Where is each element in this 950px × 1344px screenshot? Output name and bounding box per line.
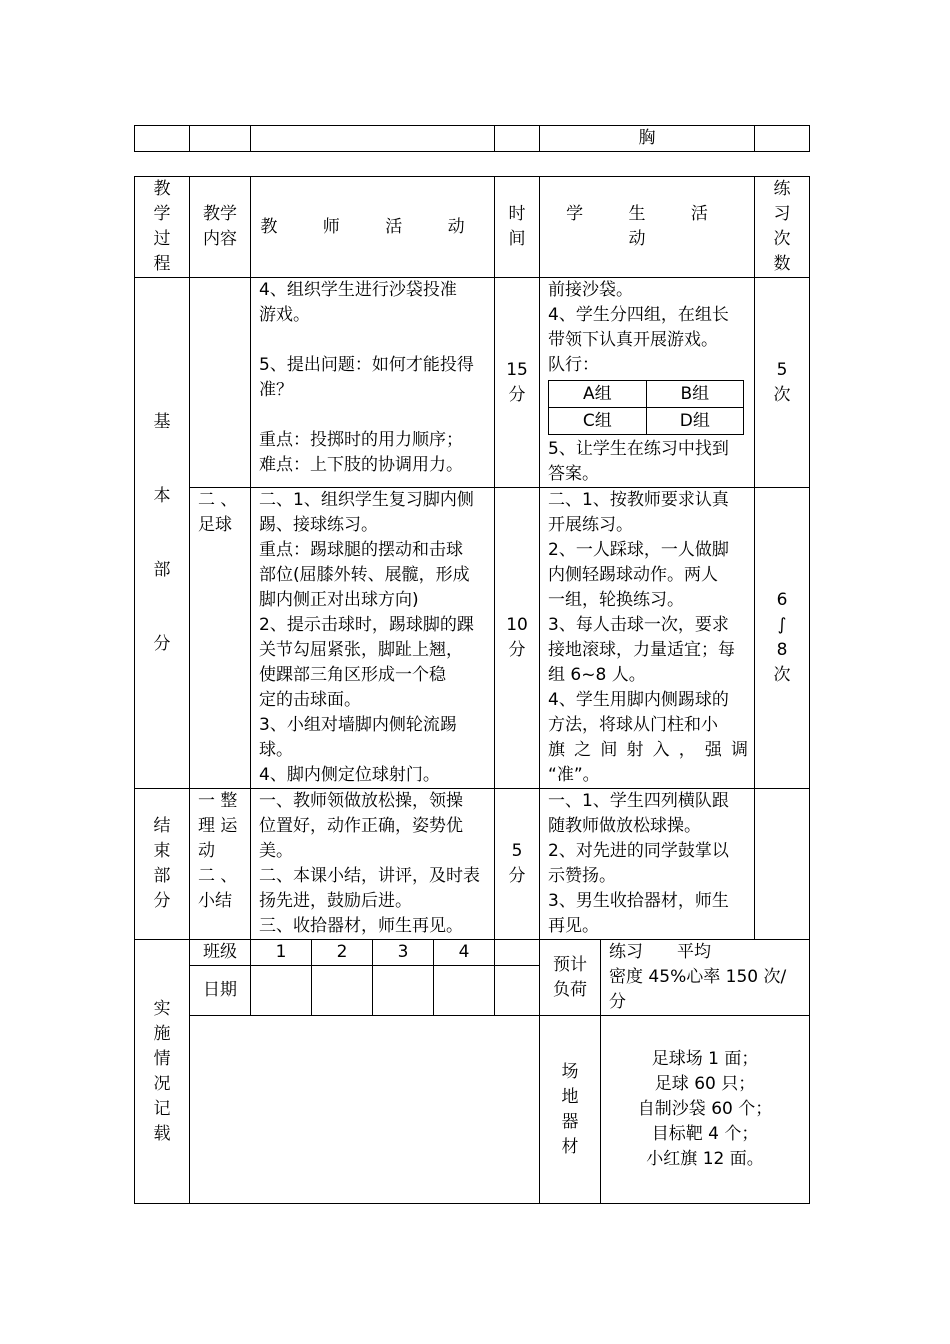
top-cell-text: 胸 (540, 126, 755, 152)
class-2: 2 (312, 940, 373, 966)
equipment-list: 足球场 1 面； 足球 60 只； 自制沙袋 60 个； 目标靶 4 个； 小红旗 12 面。 (601, 1016, 810, 1204)
sandbag-reps: 5 次 (755, 278, 810, 488)
basic-section-label: 基 本 部 分 (135, 278, 190, 789)
record-equipment-row (135, 1016, 810, 1204)
end-section-label: 结 束 部 分 (135, 789, 190, 940)
class-4: 4 (434, 940, 495, 966)
end-time: 5 分 (495, 789, 540, 940)
football-row (135, 488, 810, 789)
header-teacher-activity: 教 师 活 动 (251, 177, 495, 278)
football-reps: 6 ∫ 8 次 (755, 488, 810, 789)
header-process: 教 学 过 程 (135, 177, 190, 278)
header-reps: 练 习 次 数 (755, 177, 810, 278)
football-teacher-activity: 二、1、组织学生复习脚内侧 踢、接球练习。 重点：踢球腿的摆动和击球 部位(屈膝外转、展髋，形成 脚内侧正对出球方向) 2、提示击球时，踢球脚的踝 关节勾屈紧张，脚趾上翘， 使踝部三角区形成一个稳 定的击球面。 3、小组对墙脚内侧轮流踢 球。 4、脚内侧定位球射门。 (251, 488, 495, 789)
header-time: 时 间 (495, 177, 540, 278)
header-content: 教学 内容 (190, 177, 251, 278)
group-formation-table: A组 B组 C组 D组 (548, 380, 744, 435)
sandbag-teacher-activity: 4、组织学生进行沙袋投准 游戏。 5、提出问题：如何才能投得 准？ 重点：投掷时的用力顺序； 难点：上下肢的协调用力。 (251, 278, 495, 488)
end-content: 一 整 理 运 动 二 、 小结 (190, 789, 251, 940)
header-row (135, 177, 810, 278)
venue-label: 场 地 器 材 (540, 1016, 601, 1204)
header-student-activity: 学 生 活 动 (540, 177, 755, 278)
football-time: 10 分 (495, 488, 540, 789)
sandbag-row (135, 278, 810, 488)
end-section-row (135, 789, 810, 940)
record-class-row (135, 940, 810, 966)
class-3: 3 (373, 940, 434, 966)
end-teacher-activity: 一、教师领做放松操，领操 位置好，动作正确，姿势优 美。 二、本课小结，讲评，及时表 扬先进，鼓励后进。 三、收拾器材，师生再见。 (251, 789, 495, 940)
class-1: 1 (251, 940, 312, 966)
date-label: 日期 (190, 966, 251, 1016)
record-label: 实 施 情 况 记 载 (135, 940, 190, 1204)
load-text: 练习 平均 密度 45%心率 150 次/ 分 (601, 940, 810, 1016)
sandbag-student-activity: 前接沙袋。 4、学生分四组，在组长 带领下认真开展游戏。 队行： A组 B组 C组 D组 5、让学生在练习中找到 答案。 (540, 278, 755, 488)
football-student-activity: 二、1、按教师要求认真 开展练习。 2、一人踩球，一人做脚 内侧轻踢球动作。两人 一组，轮换练习。 3、每人击球一次，要求 接地滚球，力量适宜；每 组 6~8 人。 4、学生用脚内侧踢球的 方法，将球从门柱和小 旗之间射入，强调 “准”。 (540, 488, 755, 789)
football-content: 二 、 足球 (190, 488, 251, 789)
sandbag-time: 15 分 (495, 278, 540, 488)
end-student-activity: 一、1、学生四列横队跟 随教师做放松球操。 2、对先进的同学鼓掌以 示赞扬。 3、男生收拾器材，师生 再见。 (540, 789, 755, 940)
load-label: 预计 负荷 (540, 940, 601, 1016)
class-label: 班级 (190, 940, 251, 966)
record-notes-area (190, 1016, 540, 1204)
top-fragment-table (134, 125, 810, 152)
lesson-plan-table (134, 176, 810, 1204)
